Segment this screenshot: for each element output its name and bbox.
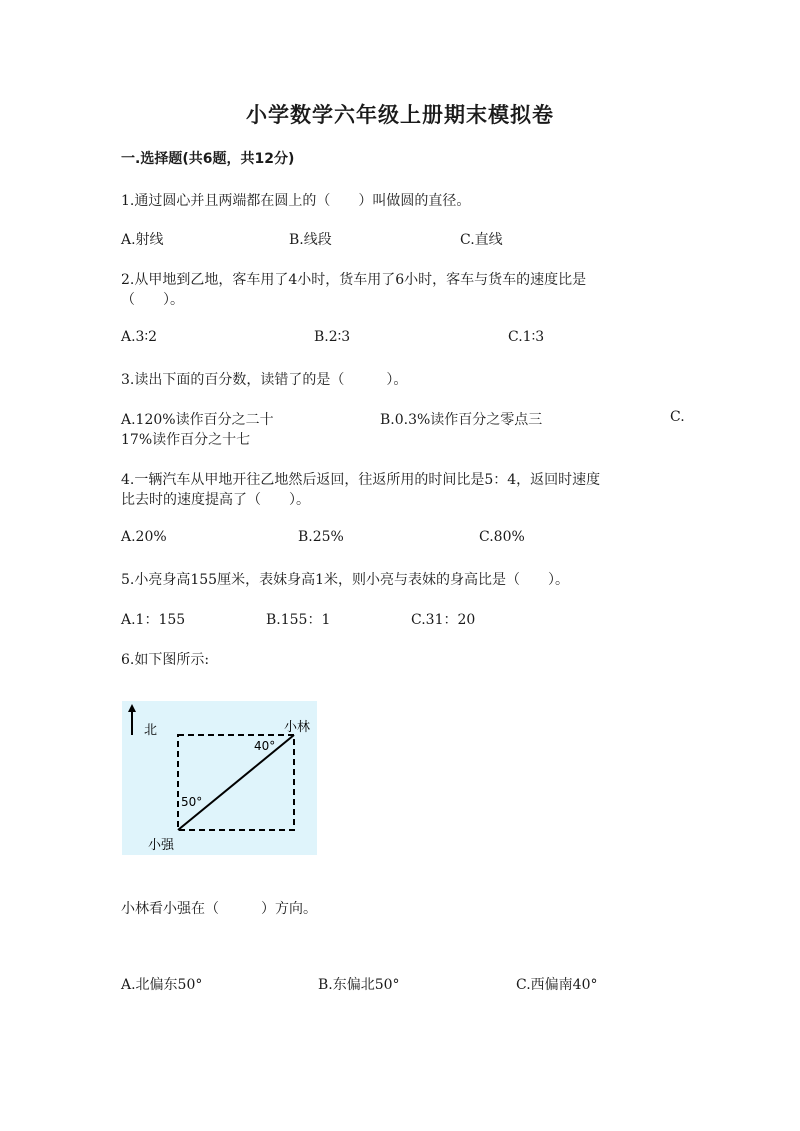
q3-option-c-text: 17%读作百分之十七 [121, 432, 251, 448]
point-b-label: 小强 [148, 838, 175, 853]
direction-figure [122, 701, 317, 855]
q4-option-c: C.80% [479, 529, 525, 545]
q6-option-a: A.北偏东50° [121, 977, 203, 993]
q1-option-b: B.线段 [289, 232, 332, 248]
question-2-stem-line1: 2.从甲地到乙地，客车用了4小时，货车用了6小时，客车与货车的速度比是 [121, 272, 587, 288]
question-3-stem: 3.读出下面的百分数，读错了的是（ ）。 [121, 372, 408, 388]
angle-bottom-label: 50° [181, 795, 203, 809]
q4-option-a: A.20% [121, 529, 167, 545]
north-label: 北 [144, 723, 158, 738]
question-1-stem: 1.通过圆心并且两端都在圆上的（ ）叫做圆的直径。 [121, 193, 471, 209]
section-heading: 一.选择题(共6题，共12分) [121, 151, 295, 167]
q2-option-b: B.2∶3 [314, 329, 351, 345]
question-6-followup: 小林看小强在（ ）方向。 [121, 901, 317, 917]
question-5-stem: 5.小亮身高155厘米，表妹身高1米，则小亮与表妹的身高比是（ ）。 [121, 572, 569, 588]
point-a-label: 小林 [284, 720, 311, 735]
q3-option-c: C. [670, 409, 685, 425]
q2-option-a: A.3∶2 [121, 329, 158, 345]
question-6-stem: 6.如下图所示: [121, 652, 210, 668]
page-title: 小学数学六年级上册期末模拟卷 [246, 103, 554, 127]
question-2-stem-line2: （ ）。 [121, 292, 184, 308]
q5-option-c: C.31：20 [411, 612, 476, 628]
q2-option-c: C.1∶3 [508, 329, 545, 345]
direction-diagram [122, 701, 317, 855]
q6-option-c: C.西偏南40° [516, 977, 598, 993]
q1-option-a: A.射线 [121, 232, 164, 248]
q5-option-a: A.1：155 [121, 612, 186, 628]
q3-option-b: B.0.3%读作百分之零点三 [380, 412, 543, 428]
q3-option-a: A.120%读作百分之二十 [121, 412, 274, 428]
q5-option-b: B.155：1 [266, 612, 331, 628]
angle-top-label: 40° [254, 739, 276, 753]
q4-option-b: B.25% [298, 529, 344, 545]
question-4-stem-line2: 比去时的速度提高了（ ）。 [121, 492, 310, 508]
question-4-stem-line1: 4.一辆汽车从甲地开往乙地然后返回，往返所用的时间比是5：4，返回时速度 [121, 472, 601, 488]
q6-option-b: B.东偏北50° [318, 977, 400, 993]
q1-option-c: C.直线 [460, 232, 503, 248]
